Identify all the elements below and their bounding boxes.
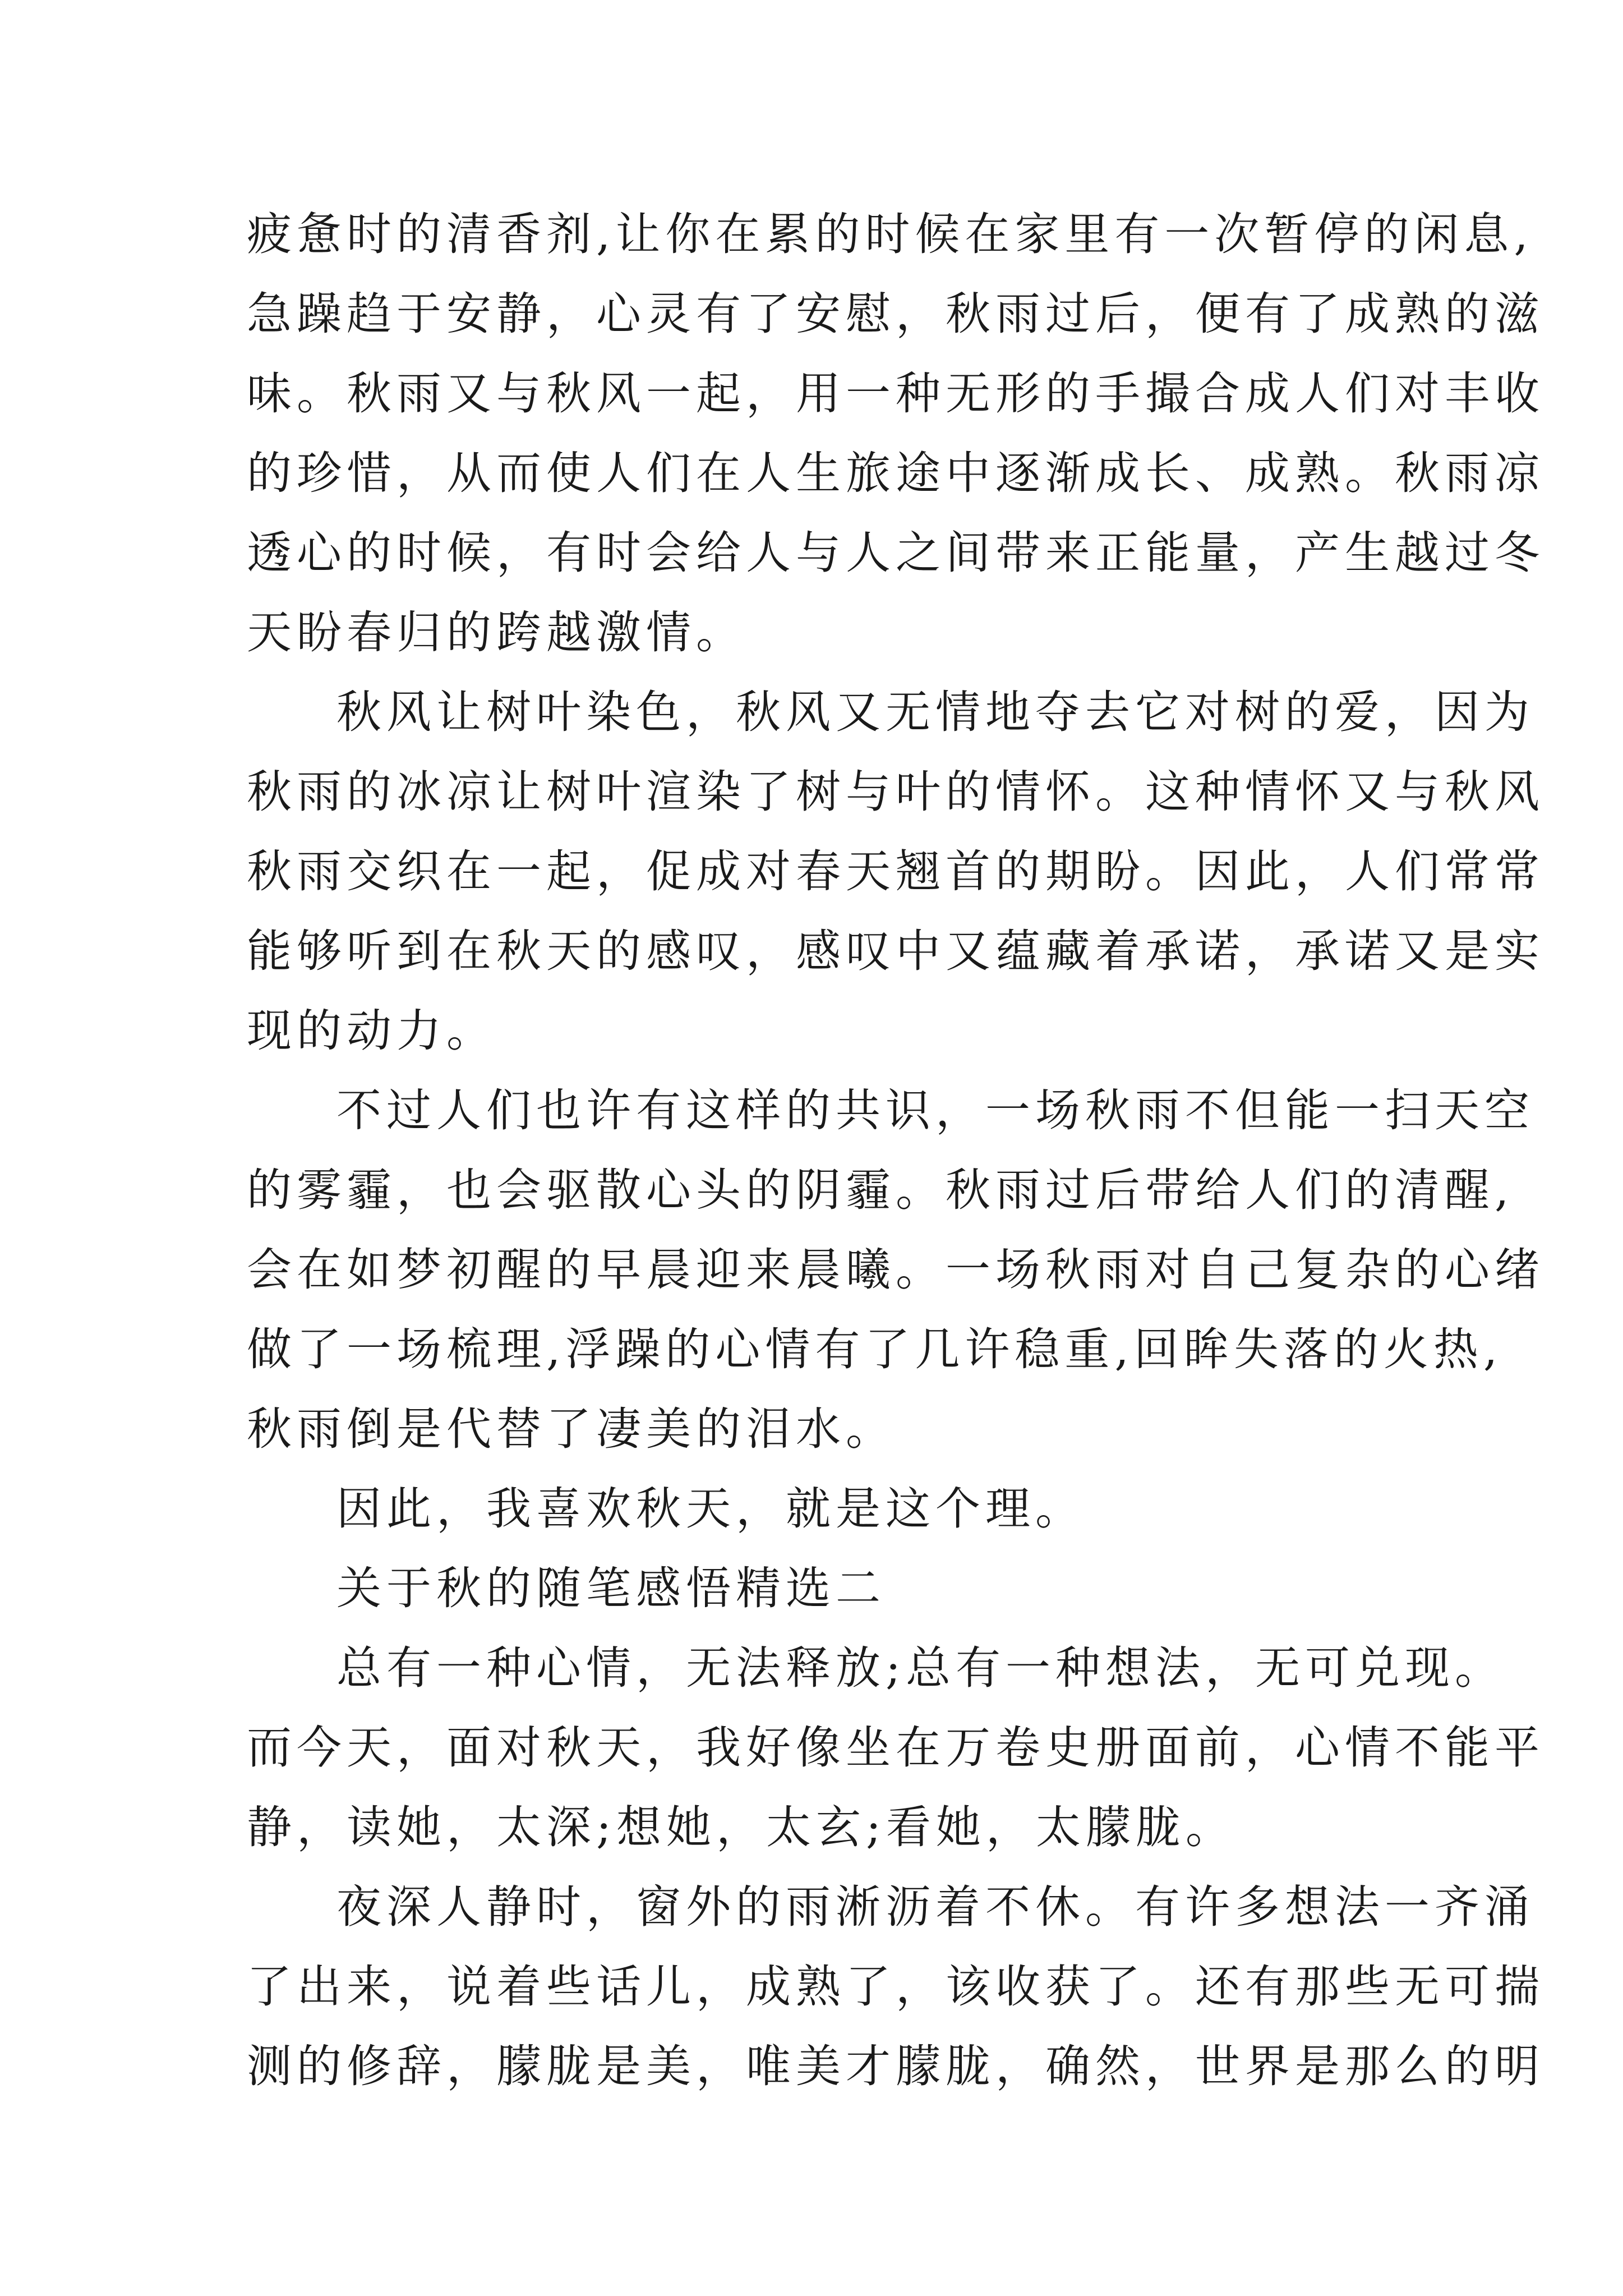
paragraph-first-line: 因此，我喜欢秋天，就是这个理。 bbox=[336, 1483, 1085, 1535]
text-line: 测的修辞，朦胧是美，唯美才朦胧，确然，世界是那么的明 bbox=[247, 2040, 1544, 2092]
text-line: 秋雨倒是代替了凄美的泪水。 bbox=[247, 1403, 896, 1455]
text-line: 做了一场梳理,浮躁的心情有了几许稳重,回眸失落的火热, bbox=[247, 1323, 1503, 1375]
text-line: 透心的时候，有时会给人与人之间带来正能量，产生越过冬 bbox=[247, 527, 1544, 579]
paragraph-first-line: 不过人们也许有这样的共识，一场秋雨不但能一扫天空 bbox=[336, 1084, 1534, 1137]
text-line: 能够听到在秋天的感叹，感叹中又蕴藏着承诺，承诺又是实 bbox=[247, 925, 1544, 977]
paragraph-first-line: 总有一种心情，无法释放;总有一种想法，无可兑现。 bbox=[336, 1642, 1505, 1694]
text-line: 疲惫时的清香剂,让你在累的时候在家里有一次暂停的闲息, bbox=[247, 208, 1533, 260]
text-line: 天盼春归的跨越激情。 bbox=[247, 606, 746, 659]
text-line: 现的动力。 bbox=[247, 1005, 496, 1057]
text-line: 了出来，说着些话儿，成熟了，该收获了。还有那些无可揣 bbox=[247, 1961, 1544, 2013]
text-line: 而今天，面对秋天，我好像坐在万卷史册面前，心情不能平 bbox=[247, 1722, 1544, 1774]
text-line: 味。秋雨又与秋风一起，用一种无形的手撮合成人们对丰收 bbox=[247, 367, 1544, 420]
text-line: 的珍惜，从而使人们在人生旅途中逐渐成长、成熟。秋雨凉 bbox=[247, 447, 1544, 499]
text-line: 的雾霾，也会驱散心头的阴霾。秋雨过后带给人们的清醒, bbox=[247, 1164, 1514, 1216]
text-line: 秋雨的冰凉让树叶渲染了树与叶的情怀。这种情怀又与秋风 bbox=[247, 766, 1544, 818]
paragraph-first-line: 秋风让树叶染色，秋风又无情地夺去它对树的爱，因为 bbox=[336, 686, 1534, 738]
text-line: 急躁趋于安静，心灵有了安慰，秋雨过后，便有了成熟的滋 bbox=[247, 288, 1544, 340]
paragraph-first-line: 夜深人静时，窗外的雨淅沥着不休。有许多想法一齐涌 bbox=[336, 1881, 1534, 1933]
section-heading: 关于秋的随笔感悟精选二 bbox=[336, 1562, 886, 1614]
text-line: 会在如梦初醒的早晨迎来晨曦。一场秋雨对自己复杂的心绪 bbox=[247, 1244, 1544, 1296]
text-line: 秋雨交织在一起，促成对春天翘首的期盼。因此，人们常常 bbox=[247, 845, 1544, 898]
text-line: 静，读她，太深;想她，太玄;看她，太朦胧。 bbox=[247, 1801, 1235, 1853]
